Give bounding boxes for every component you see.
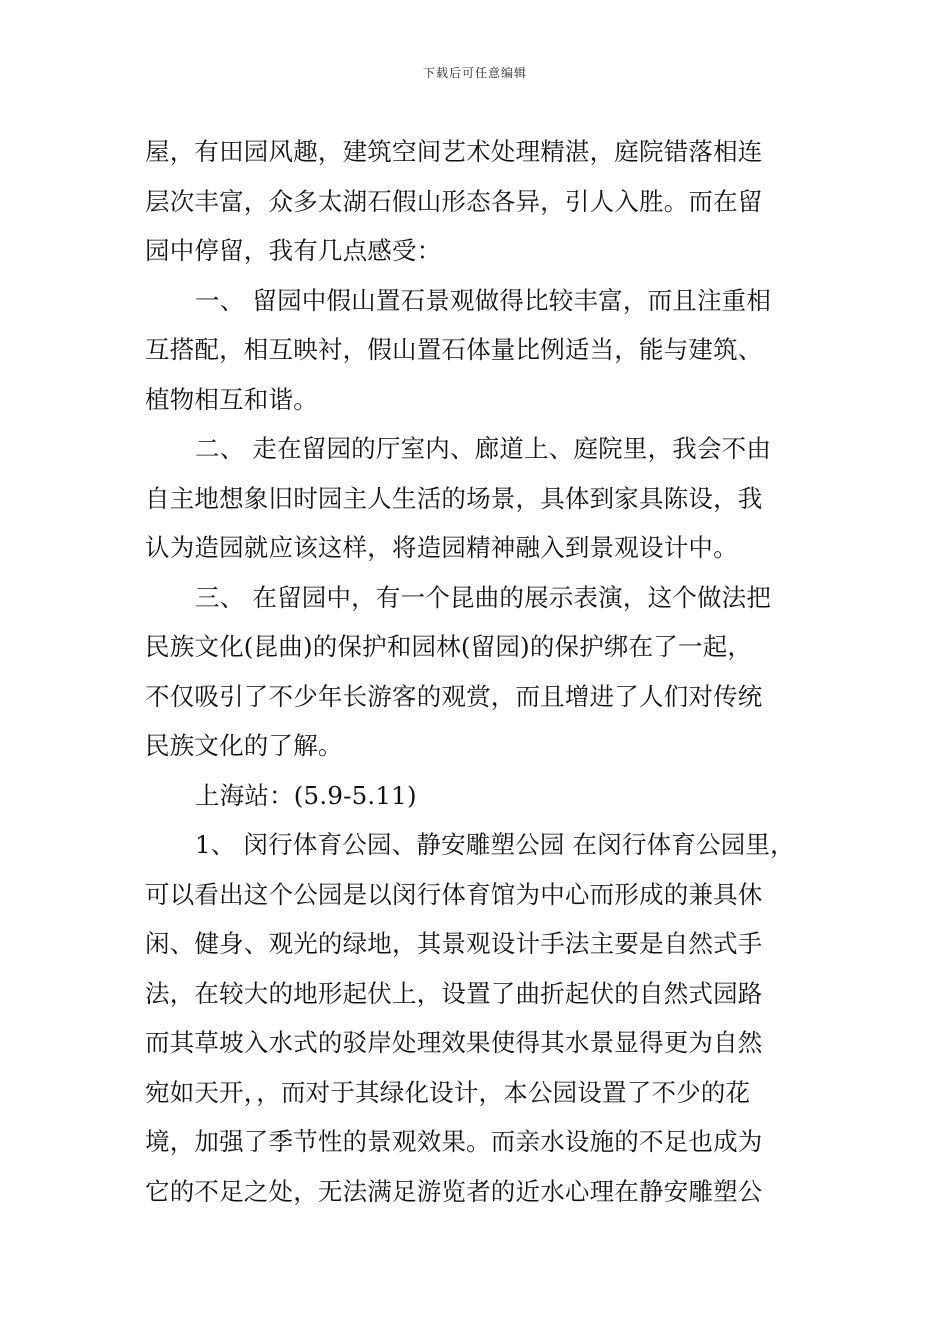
paragraph-numbered-1-start: 1、 闵行体育公园、静安雕塑公园 在闵行体育公园里，: [195, 830, 795, 859]
text-line: 境，加强了季节性的景观效果。而亲水设施的不足也成为: [145, 1127, 763, 1156]
text-line: 宛如天开，，而对于其绿化设计，本公园设置了不少的花: [145, 1077, 751, 1107]
text-line: 法，在较大的地形起伏上，设置了曲折起伏的自然式园路: [145, 978, 763, 1008]
section-heading-shanghai: 上海站：(5.9-5.11): [195, 780, 417, 810]
text-line: 民族文化(昆曲)的保护和园林(留园)的保护绑在了一起，: [145, 632, 753, 661]
text-line: 园中停留，我有几点感受：: [145, 236, 442, 265]
text-line: 自主地想象旧时园主人生活的场景，具体到家具陈设，我: [145, 483, 763, 513]
text-line: 闲、健身、观光的绿地，其景观设计手法主要是自然式手: [145, 929, 763, 958]
paragraph-item-3-start: 三、 在留园中，有一个昆曲的展示表演，这个做法把: [195, 582, 772, 612]
text-line: 民族文化的了解。: [145, 731, 343, 760]
paragraph-item-1-start: 一、 留园中假山置石景观做得比较丰富，而且注重相: [195, 285, 772, 315]
text-line: 认为造园就应该这样，将造园精神融入到景观设计中。: [145, 533, 738, 562]
paragraph-item-2-start: 二、 走在留园的厅室内、廊道上、庭院里，我会不由: [195, 434, 772, 463]
text-line: 它的不足之处，无法满足游览者的近水心理在静安雕塑公: [145, 1176, 763, 1206]
page-header: 下载后可任意编辑: [422, 66, 527, 80]
text-line: 不仅吸引了不少年长游客的观赏，而且增进了人们对传统: [145, 681, 763, 711]
text-line: 互搭配，相互映衬，假山置石体量比例适当，能与建筑、: [145, 335, 763, 364]
text-line: 而其草坡入水式的驳岸处理效果使得其水景显得更为自然: [145, 1028, 763, 1057]
body-text: [145, 127, 810, 1216]
text-line: 可以看出这个公园是以闵行体育馆为中心而形成的兼具休: [145, 879, 763, 909]
text-line: 层次丰富，众多太湖石假山形态各异，引人入胜。而在留: [145, 186, 763, 216]
text-line: 植物相互和谐。: [145, 384, 318, 414]
text-line: 屋，有田园风趣，建筑空间艺术处理精湛，庭院错落相连: [145, 137, 763, 166]
